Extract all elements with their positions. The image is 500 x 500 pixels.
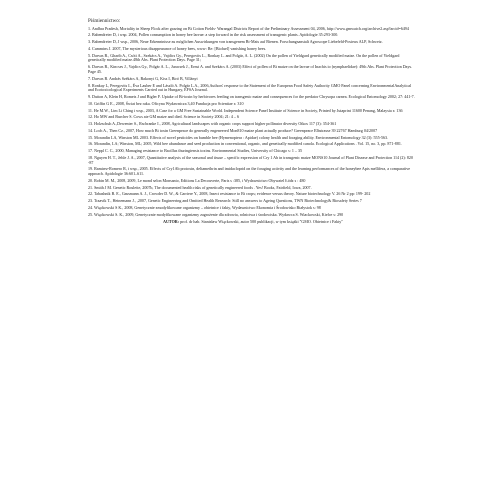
reference-item: 18. Nguyen H. T., Jehle J. A., 2007, Quantitative analysis of the seasonal and tissue – specific expression of Cry 1 Ab in transgenic maize MONS10 Journal of Plant Disease and Protection 114 (2): 820 -87	[88, 154, 413, 165]
reference-item: 1. Andhra Pradesh, Mortality in Sheep Flock after grazing on Bt Cotton Fields- Warangal Districts Report of the Preliminary Assessment 04, 2006, http://www.gmwatch.org/archive2.asp?arcid=6494	[88, 25, 409, 31]
reference-item: 11. He M.W., Lim Li Ching i wsp., 2003, A Case for a GM Free Sustainable World. Independent Science Panel Institute of Science in Society, Printed by Jutaprint 11600 Penang, Malaysia s: 136	[88, 107, 403, 113]
reference-section	[88, 18, 418, 224]
reference-item: 23. Traavik T., Heinemann J., ,2007, Genetic Engineering and Omitted Health Research: Still no answers to Ageing Questions, TWN Biotechnology& Biosafety Series 7	[88, 198, 362, 204]
reference-item: 21. Smith J M. Genetic Roulette, 2007b, The documented health risks of genetically engineered foods . Yes! Books, Fairfield, Iowa, 2007.	[88, 184, 312, 190]
reference-item: 5. Darvas B., Gharib A., Csóti A., Szekács A., Vajdics Gy., Peregovits L., Ronkay L. and Polgár, A. L. (2002) On the pollen of Yieldgard genetically modified maize. On the pollen of Yieldgard genetically modified maize.48th Abs. Plant Protection Days. Page 31;	[88, 52, 400, 63]
section-heading: Piśmiennictwo:	[88, 18, 121, 24]
reference-item: 12. Ho MW and Burcher S. Cows ate GM maize and died. Science in Society 2004; 21: 4 – 6	[88, 114, 239, 120]
reference-item: 17. Neppl C. C., 2000, Managing resistance to Bacillus thuringiensis toxins. Environmental Studies, University of Chicago s: 1 – 35	[88, 147, 303, 153]
reference-item: 19. Ramirez-Romero R, i wsp., 2005. Effects of Cry1Ab protoxin, deltamethrin and imidacloprid on the foraging activity and the learning performances of the honeybee Apis mellifera, a comparative approach. Apidologie 36:601–611.	[88, 166, 411, 177]
reference-item: 10. Griffin G E., 2008, Świat bez raka. Oficyna Wydawnicza 3,40 Fundacja pro Scientiae s: 310	[88, 100, 244, 106]
reference-item: 22. Tabashnik B. E., Gassmann A. J., Crowder D. W., & Carriere Y., 2008, Insect resistance to Bt crops; evidence versus theory. Nature biotechnology V. 26 Nr 2 pp: 199- 202	[88, 191, 371, 197]
reference-item: 20. Robin M. M., 2008, 2009, Le mond selon Monsanto, Editions La Decouverte, Paris s :385, i Wydawnictwo Obywatel Łódz s : 480	[88, 177, 306, 183]
reference-item: 14. Loch A., Then Cz., 2007, How much Bt toxin Greenpeace do generally engeneered Mon810 maize plant actually produce? Greenpeace Elbstrasse 39 22767 Hamburg 04/2007	[88, 127, 378, 133]
reference-list	[88, 27, 418, 218]
reference-item: 6. Darvas B., Kincses J., Vajdics Gy., Polgár A. L., Juracsek J., Ernst A. and Szekács A. (2003) Effect of pollen of Bt maize on the larvae of Inachis io (nymphaelidae): 49th Abs. Plant Protection Days. Page 45.	[88, 64, 413, 75]
reference-item: 2. Babendreier D, i wsp. 2004, Pollen consumption in honey bee larvae: a step forward in the risk assessment of transgenic plants. Apidologie 35:293-300.	[88, 32, 339, 38]
reference-item: 9. Dutton A, Klein H, Romeis J and Bigler F. Uptake of Bt-toxin by herbivores feeding on transgenic maize and consequences for the predator Chrysopa carnea. Ecological Entomology 2002; 27: 441-7.	[88, 94, 415, 100]
reference-item: 4. Cummins J. 2007, The mysterious disappearance of honey bees, www: Re: [Biofuel] vanishing honey bees.	[88, 45, 267, 51]
reference-item: 16. Morandin, LA; Winston, ML; 2005, Wild bee abundance and seed production in conventional, organic, and genetically modified canola. Ecological Applications . Vol. 15, no. 3, pp. 871-881.	[88, 141, 402, 147]
reference-item: 8. Ronkay L, Peregovits L, Éva Lauber E and László A. Polgár L.A., 2006,Authors' response to the Statement of the European Food Safety Authority GMO Panel concerning EnvironmentalAnalytical and Ecotoxicological Experiments Carried out in Hungary, EFSA Journal.	[88, 82, 412, 93]
author-label: AUTOR:	[163, 219, 180, 225]
reference-item: 3. Babendreier D, J wsp., 2006, Neue Erkenntnisse zu möglichen Auswirkungen von transgenem Bt-Mais auf Bienen. Forschungsanstalt Agroscope Liebefeld-Posieux ALP, Schweiz.	[88, 39, 383, 45]
author-text: prof. dr hab. Stanisław Wiąckowski, autor 500 publikacji, w tym książki "GMO. Obietnice i Fakty"	[180, 219, 343, 225]
author-line	[88, 219, 418, 224]
reference-item: 25. Wiąckowski S. K., 2009, Genetycznie modyfikowane organizmy zagrożenie dla zdrowia, rolnictwa i środowiska. Wydawca S. Wiackowski, Kielce s: 290	[88, 211, 344, 217]
reference-item: 7. Darvas B. András Székács A, Bakonyi G, Kiss I, Biró B, Villányi	[88, 75, 198, 81]
reference-item: 13. Holzschuh A.,Dewenter S., Rscbranke I., 2008, Agricultural landscapes with organic crops support higher pollinator diversity Oikos 117 (3): 354-361	[88, 121, 337, 127]
reference-item: 24. Wiąckowski S K., 2008, Genetycznie zmodyfikowane organizmy – obietnice i fakty, Wydawnictwo Ekonomia i Środowisko Białystok s: 98	[88, 204, 321, 210]
reference-item: 15. Morandin LA, Winston ML 2003. Effects of novel pesticides on bumble bee (Hymenoptera : Apidae) colony health and foraging ability. Environmental Entomology 32 (3): 555-563.	[88, 134, 389, 140]
